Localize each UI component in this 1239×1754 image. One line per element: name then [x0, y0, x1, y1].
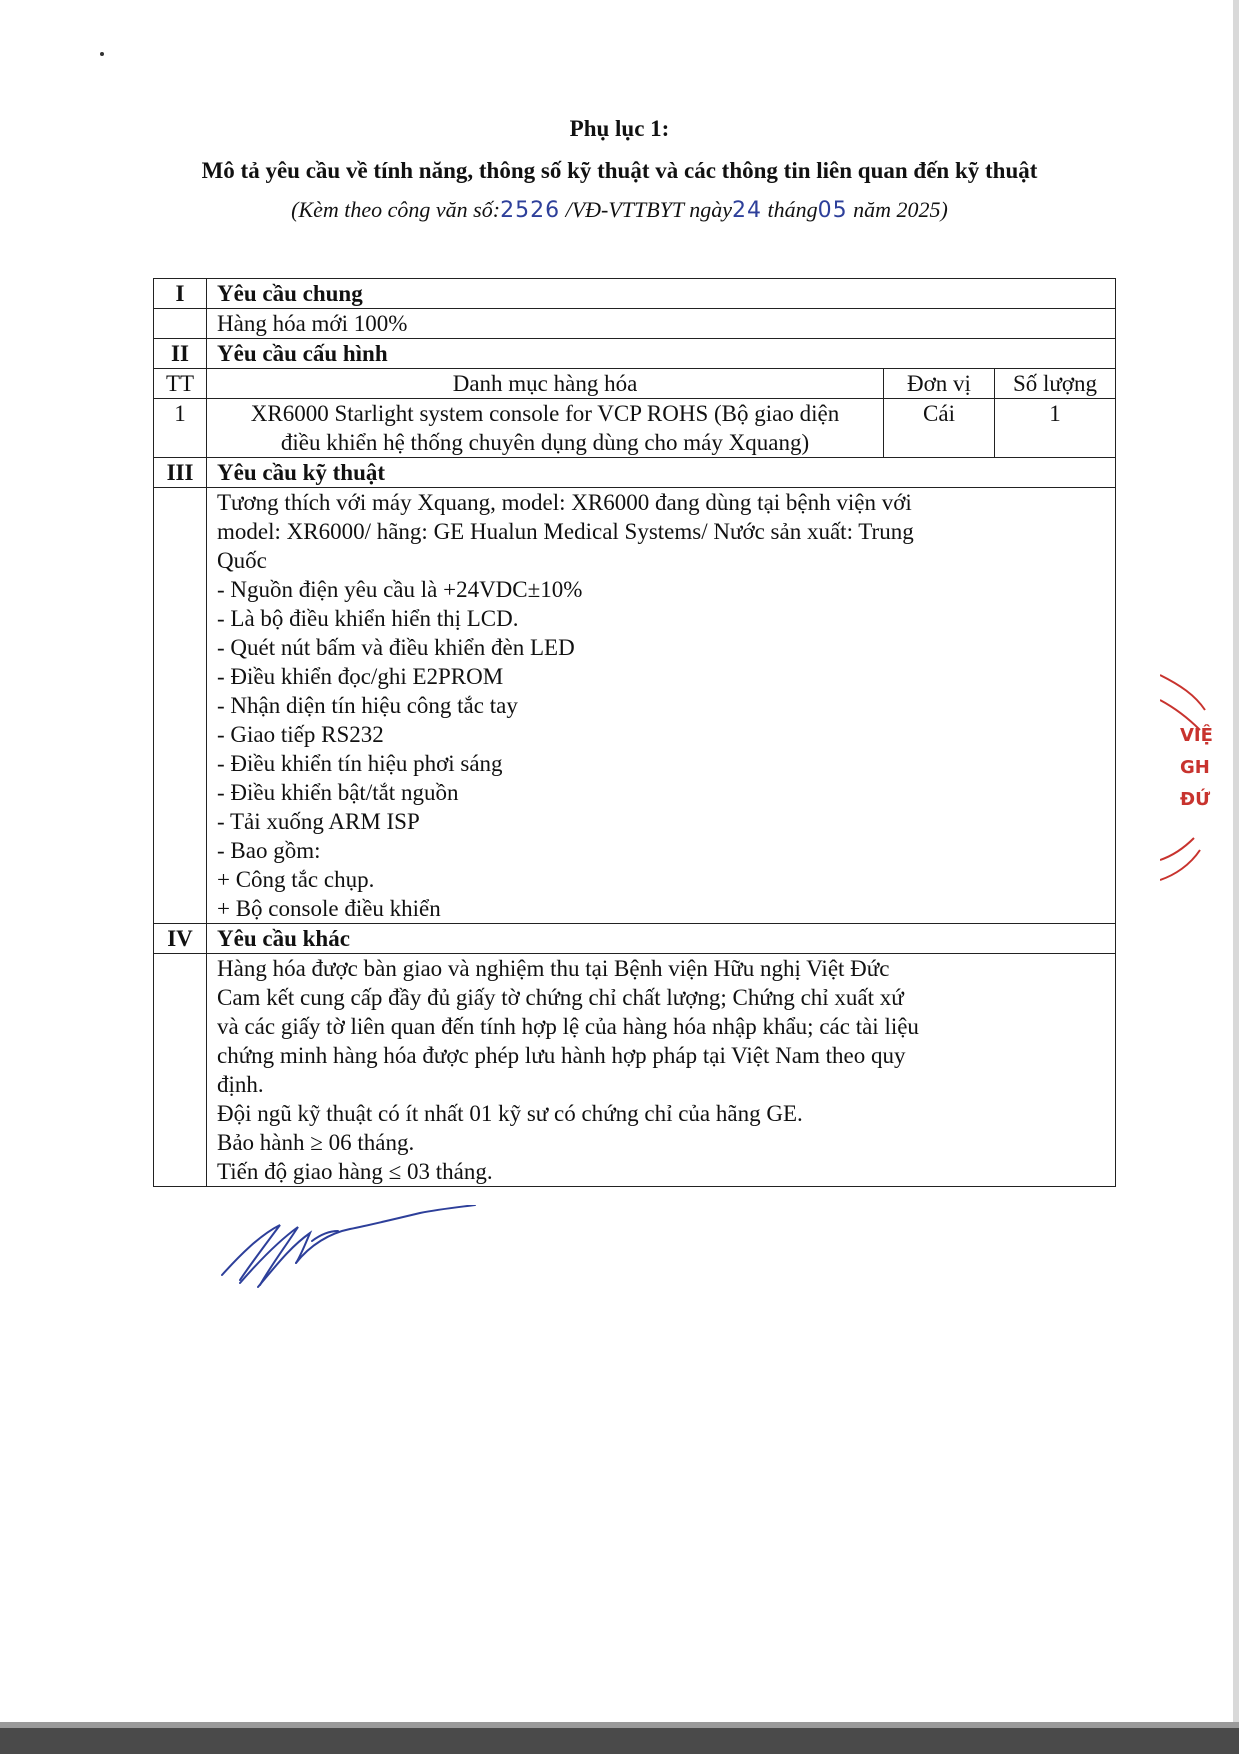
section-title: Yêu cầu khác — [207, 924, 1116, 954]
scan-edge — [1233, 0, 1239, 1754]
list-item: - Là bộ điều khiển hiển thị LCD. — [217, 606, 519, 631]
section-number: I — [154, 279, 207, 309]
list-item: Hàng hóa được bàn giao và nghiệm thu tại Bệnh viện Hữu nghị Việt Đức — [217, 956, 890, 981]
ref-mid: /VĐ-VTTBYT ngày — [560, 197, 733, 222]
list-item: - Tải xuống ARM ISP — [217, 809, 420, 834]
list-item: - Điều khiển tín hiệu phơi sáng — [217, 751, 503, 776]
page-title: Phụ lục 1: — [569, 116, 670, 141]
col-header-item: Danh mục hàng hóa — [207, 369, 884, 399]
other-content — [207, 954, 1116, 1187]
list-item: + Công tắc chụp. — [217, 867, 375, 892]
list-item: Đội ngũ kỹ thuật có ít nhất 01 kỹ sư có chứng chỉ của hãng GE. — [217, 1101, 803, 1126]
list-item: định. — [217, 1072, 264, 1097]
list-item: - Quét nút bấm và điều khiển đèn LED — [217, 635, 575, 660]
list-item: Cam kết cung cấp đầy đủ giấy tờ chứng chỉ chất lượng; Chứng chỉ xuất xứ — [217, 985, 904, 1010]
scan-border — [0, 1728, 1239, 1754]
technical-content — [207, 488, 1116, 924]
red-stamp-fragment: VIỆ GH ĐỨ — [1180, 720, 1213, 816]
list-item: - Điều khiển bật/tắt nguồn — [217, 780, 459, 805]
scan-speck — [100, 52, 104, 56]
row-tt: 1 — [154, 399, 207, 458]
list-item: và các giấy tờ liên quan đến tính hợp lệ của hàng hóa nhập khẩu; các tài liệu — [217, 1014, 919, 1039]
content-row-other — [154, 954, 1116, 1187]
section-title: Yêu cầu kỹ thuật — [207, 458, 1116, 488]
ref-month-label: tháng — [762, 197, 818, 222]
section-title: Yêu cầu cấu hình — [207, 339, 1116, 369]
section-title: Yêu cầu chung — [207, 279, 1116, 309]
row-unit: Cái — [884, 399, 995, 458]
list-item: - Điều khiển đọc/ghi E2PROM — [217, 664, 504, 689]
list-item: chứng minh hàng hóa được phép lưu hành hợp pháp tại Việt Nam theo quy — [217, 1043, 906, 1068]
row-item: XR6000 Starlight system console for VCP ROHS (Bộ giao diện điều khiển hệ thống chuyên dụng dùng cho máy Xquang) — [207, 399, 884, 458]
col-header-qty: Số lượng — [995, 369, 1116, 399]
list-item: Quốc — [217, 548, 267, 573]
ref-day-handwritten: 24 — [732, 198, 763, 223]
list-item: - Nguồn điện yêu cầu là +24VDC±10% — [217, 577, 583, 602]
reference-line — [0, 197, 1239, 223]
table-header-row — [154, 369, 1116, 399]
stamp-ring — [1160, 670, 1210, 890]
section-number: III — [154, 458, 207, 488]
requirements-table — [153, 278, 1116, 1187]
section-row-other — [154, 924, 1116, 954]
list-item: - Giao tiếp RS232 — [217, 722, 384, 747]
section-number: II — [154, 339, 207, 369]
general-content: Hàng hóa mới 100% — [207, 309, 1116, 339]
section-row-general — [154, 279, 1116, 309]
row-qty: 1 — [995, 399, 1116, 458]
col-header-unit: Đơn vị — [884, 369, 995, 399]
ref-month-handwritten: 05 — [817, 198, 848, 223]
section-row-technical — [154, 458, 1116, 488]
list-item: - Bao gồm: — [217, 838, 321, 863]
ref-number-handwritten: 2526 — [500, 198, 561, 223]
list-item: Tiến độ giao hàng ≤ 03 tháng. — [217, 1159, 493, 1184]
content-row-technical — [154, 488, 1116, 924]
list-item: Tương thích với máy Xquang, model: XR6000 đang dùng tại bệnh viện với — [217, 490, 912, 515]
ref-prefix: (Kèm theo công văn số: — [291, 197, 501, 222]
section-number: IV — [154, 924, 207, 954]
table-row — [154, 399, 1116, 458]
list-item: + Bộ console điều khiển — [217, 896, 441, 921]
section-row-config — [154, 339, 1116, 369]
list-item: model: XR6000/ hãng: GE Hualun Medical Systems/ Nước sản xuất: Trung — [217, 519, 914, 544]
page-subtitle: Mô tả yêu cầu về tính năng, thông số kỹ thuật và các thông tin liên quan đến kỹ thuật — [201, 158, 1038, 183]
signature-image — [220, 1205, 480, 1295]
content-row-general — [154, 309, 1116, 339]
list-item: - Nhận diện tín hiệu công tắc tay — [217, 693, 518, 718]
col-header-tt: TT — [154, 369, 207, 399]
ref-suffix: năm 2025) — [847, 197, 948, 222]
list-item: Bảo hành ≥ 06 tháng. — [217, 1130, 415, 1155]
